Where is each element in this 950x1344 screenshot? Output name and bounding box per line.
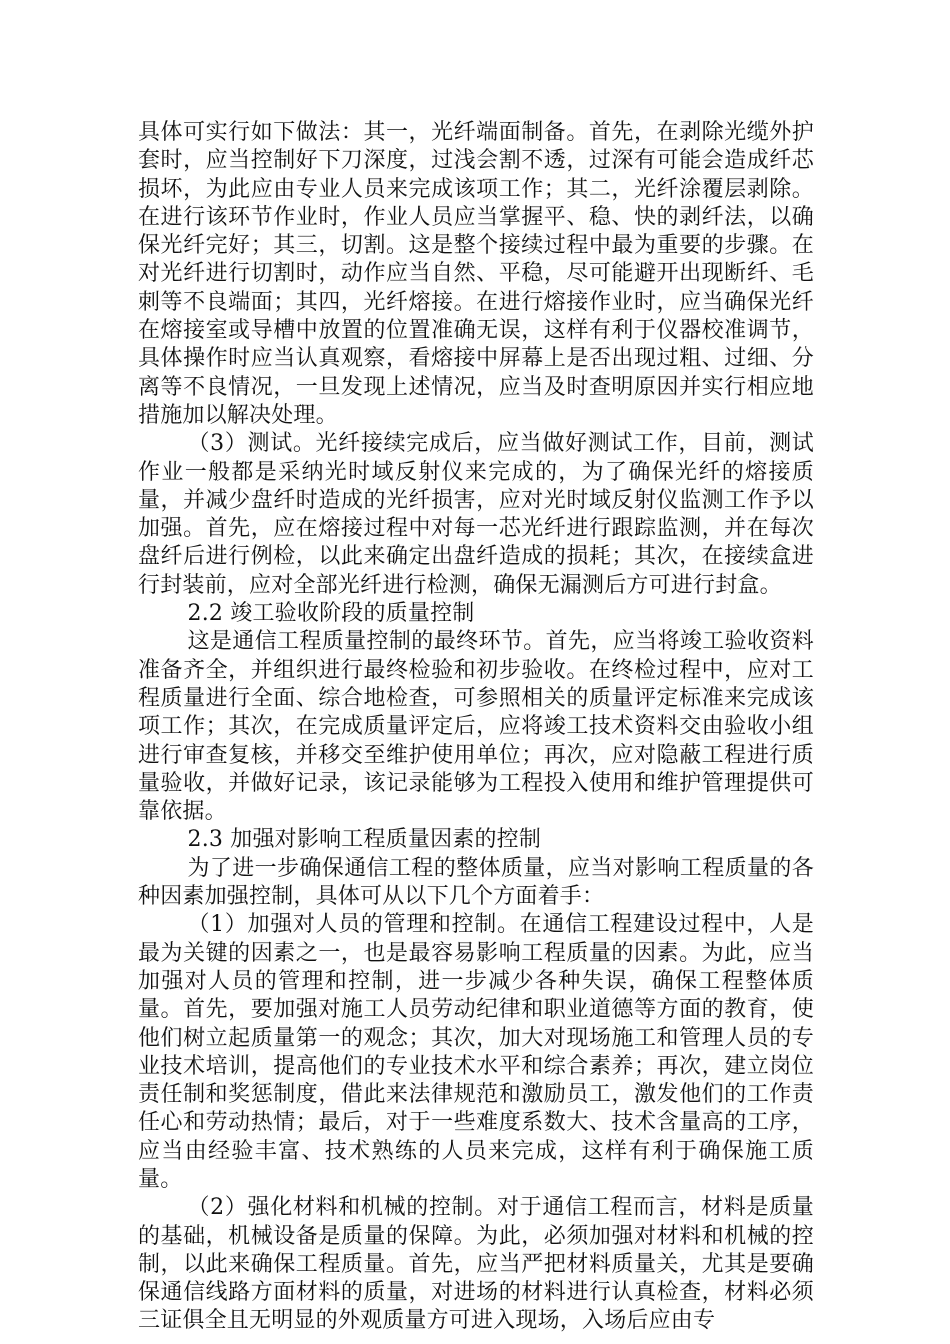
paragraph-testing: （3）测试。光纤接续完成后，应当做好测试工作，目前，测试作业一般都是采纳光时域反射仪来完成的，为了确保光纤的熔接质量，并减少盘纤时造成的光纤损害，应对光时域反射仪监测工作予以加强。首先，应在熔接过程中对每一芯光纤进行跟踪监测，并在每次盘纤后进行例检，以此来确定出盘纤造成的损耗；其次，在接续盒进行封装前，应对全部光纤进行检测，确保无漏测后方可进行封盒。	[138, 431, 814, 598]
paragraph-quality-factors-intro: 为了进一步确保通信工程的整体质量，应当对影响工程质量的各种因素加强控制，具体可从以下几个方面着手：	[138, 855, 814, 910]
document-body	[138, 119, 814, 1336]
paragraph-fiber-splicing-steps: 具体可实行如下做法：其一，光纤端面制备。首先，在剥除光缆外护套时，应当控制好下刀深度，过浅会割不透，过深有可能会造成纤芯损坏，为此应由专业人员来完成该项工作；其二，光纤涂覆层剥除。在进行该环节作业时，作业人员应当掌握平、稳、快的剥纤法，以确保光纤完好；其三，切割。这是整个接续过程中最为重要的步骤。在对光纤进行切割时，动作应当自然、平稳，尽可能避开出现断纤、毛刺等不良端面；其四，光纤熔接。在进行熔接作业时，应当确保光纤在熔接室或导槽中放置的位置准确无误，这样有利于仪器校准调节，具体操作时应当认真观察，看熔接中屏幕上是否出现过粗、过细、分离等不良情况，一旦发现上述情况，应当及时查明原因并实行相应地措施加以解决处理。	[138, 120, 814, 428]
paragraph-personnel-control: （1）加强对人员的管理和控制。在通信工程建设过程中，人是最为关键的因素之一，也是最容易影响工程质量的因素。为此，应当加强对人员的管理和控制，进一步减少各种失误，确保工程整体质量。首先，要加强对施工人员劳动纪律和职业道德等方面的教育，使他们树立起质量第一的观念；其次，加大对现场施工和管理人员的专业技术培训，提高他们的专业技术水平和综合素养；再次，建立岗位责任制和奖惩制度，借此来法律规范和激励员工，激发他们的工作责任心和劳动热情；最后，对于一些难度系数大、技术含量高的工序，应当由经验丰富、技术熟练的人员来完成，这样有利于确保施工质量。	[138, 912, 814, 1192]
section-heading-2-3: 2.3 加强对影响工程质量因素的控制	[187, 827, 542, 853]
section-heading-2-2: 2.2 竣工验收阶段的质量控制	[187, 601, 475, 627]
paragraph-completion-acceptance: 这是通信工程质量控制的最终环节。首先，应当将竣工验收资料准备齐全，并组织进行最终检验和初步验收。在终检过程中，应对工程质量进行全面、综合地检查，可参照相关的质量评定标准来完成该项工作；其次，在完成质量评定后，应将竣工技术资料交由验收小组进行审查复核，并移交至维护使用单位；再次，应对隐蔽工程进行质量验收，并做好记录，该记录能够为工程投入使用和维护管理提供可靠依据。	[138, 629, 814, 825]
paragraph-materials-machinery: （2）强化材料和机械的控制。对于通信工程而言，材料是质量的基础，机械设备是质量的保障。为此，必须加强对材料和机械的控制，以此来确保工程质量。首先，应当严把材料质量关，尤其是要确保通信线路方面材料的质量，对进场的材料进行认真检查，材料必须三证俱全且无明显的外观质量方可进入现场，入场后应由专	[138, 1195, 814, 1334]
